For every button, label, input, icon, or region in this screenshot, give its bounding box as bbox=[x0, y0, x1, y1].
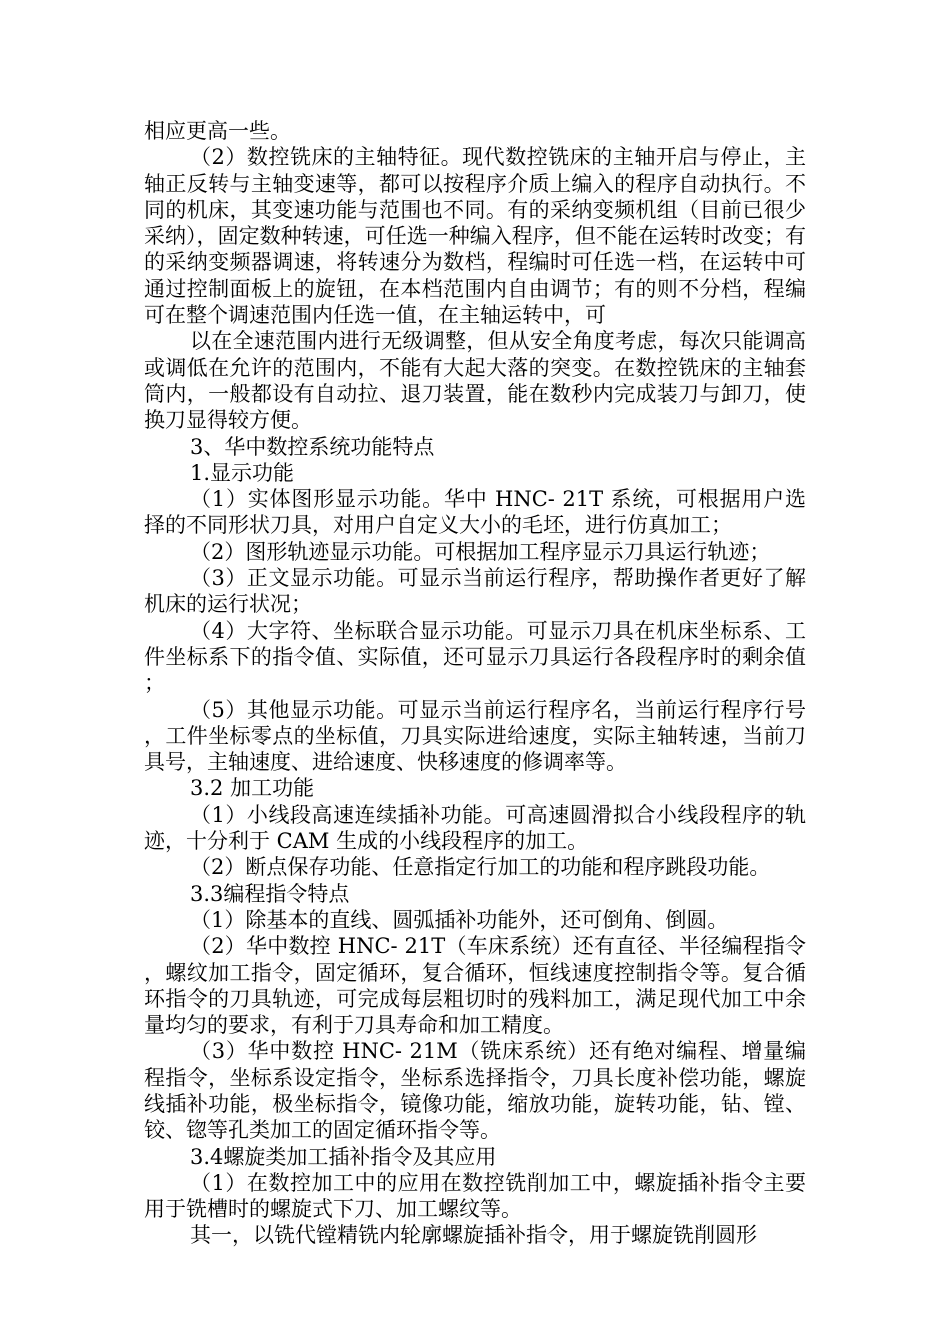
paragraph: （2）数控铣床的主轴特征。现代数控铣床的主轴开启与停止，主轴正反转与主轴变速等，都可以按程序介质上编入的程序自动执行。不同的机床，其变速功能与范围也不同。有的采纳变频机组（目前已很少采纳），固定数种转速，可任选一种编入程序，但不能在运转时改变；有的采纳变频器调速，将转速分为数档，程编时可任选一档，在运转中可通过控制面板上的旋钮，在本档范围内自由调节；有的则不分档，程编可在整个调速范围内任选一值，在主轴运转中，可 bbox=[144, 145, 806, 328]
paragraph: （1）除基本的直线、圆弧插补功能外，还可倒角、倒圆。 bbox=[190, 907, 729, 932]
paragraph: 其一，以铣代镗精铣内轮廓螺旋插补指令，用于螺旋铣削圆形 bbox=[190, 1223, 757, 1248]
paragraph: （2）图形轨迹显示功能。可根据加工程序显示刀具运行轨迹； bbox=[190, 539, 771, 564]
paragraph: （2）华中数控 HNC- 21T（车床系统）还有直径、半径编程指令，螺纹加工指令，固定循环，复合循环，恒线速度控制指令等。复合循环指令的刀具轨迹，可完成每层粗切时的残料加工，满足现代加工中余量均匀的要求，有利于刀具寿命和加工精度。 bbox=[144, 934, 806, 1038]
paragraph: 以在全速范围内进行无级调整，但从安全角度考虑，每次只能调高或调低在允许的范围内，不能有大起大落的突变。在数控铣床的主轴套筒内，一般都设有自动拉、退刀装置，能在数秒内完成装刀与卸刀，使换刀显得较方便。 bbox=[144, 329, 806, 433]
paragraph: （4）大字符、坐标联合显示功能。可显示刀具在机床坐标系、工件坐标系下的指令值、实际值，还可显示刀具运行各段程序时的剩余值； bbox=[144, 618, 806, 696]
section-heading: 3、华中数控系统功能特点 bbox=[190, 434, 435, 459]
subsection-heading: 1.显示功能 bbox=[190, 460, 295, 485]
subsection-heading: 3.2 加工功能 bbox=[190, 776, 315, 801]
paragraph: （3）正文显示功能。可显示当前运行程序，帮助操作者更好了解机床的运行状况； bbox=[144, 566, 806, 617]
paragraph: （1）实体图形显示功能。华中 HNC- 21T 系统，可根据用户选择的不同形状刀具，对用户自定义大小的毛坯，进行仿真加工； bbox=[144, 487, 806, 538]
paragraph: （5）其他显示功能。可显示当前运行程序名，当前运行程序行号，工件坐标零点的坐标值，刀具实际进给速度，实际主轴转速，当前刀具号，主轴速度、进给速度、快移速度的修调率等。 bbox=[144, 697, 806, 775]
paragraph: （2）断点保存功能、任意指定行加工的功能和程序跳段功能。 bbox=[190, 855, 771, 880]
document-page bbox=[144, 118, 806, 1249]
paragraph: （1）小线段高速连续插补功能。可高速圆滑拟合小线段程序的轨迹，十分利于 CAM 生成的小线段程序的加工。 bbox=[144, 802, 806, 854]
subsection-heading: 3.4螺旋类加工插补指令及其应用 bbox=[190, 1144, 497, 1169]
paragraph: （1）在数控加工中的应用在数控铣削加工中，螺旋插补指令主要用于铣槽时的螺旋式下刀、加工螺纹等。 bbox=[144, 1170, 806, 1222]
paragraph: 相应更高一些。 bbox=[144, 119, 291, 143]
subsection-heading: 3.3编程指令特点 bbox=[190, 881, 350, 906]
paragraph: （3）华中数控 HNC- 21M（铣床系统）还有绝对编程、增量编程指令，坐标系设定指令，坐标系选择指令，刀具长度补偿功能，螺旋线插补功能，极坐标指令，镜像功能，缩放功能，旋转功能，钻、镗、铰、锪等孔类加工的固定循环指令等。 bbox=[144, 1039, 806, 1143]
